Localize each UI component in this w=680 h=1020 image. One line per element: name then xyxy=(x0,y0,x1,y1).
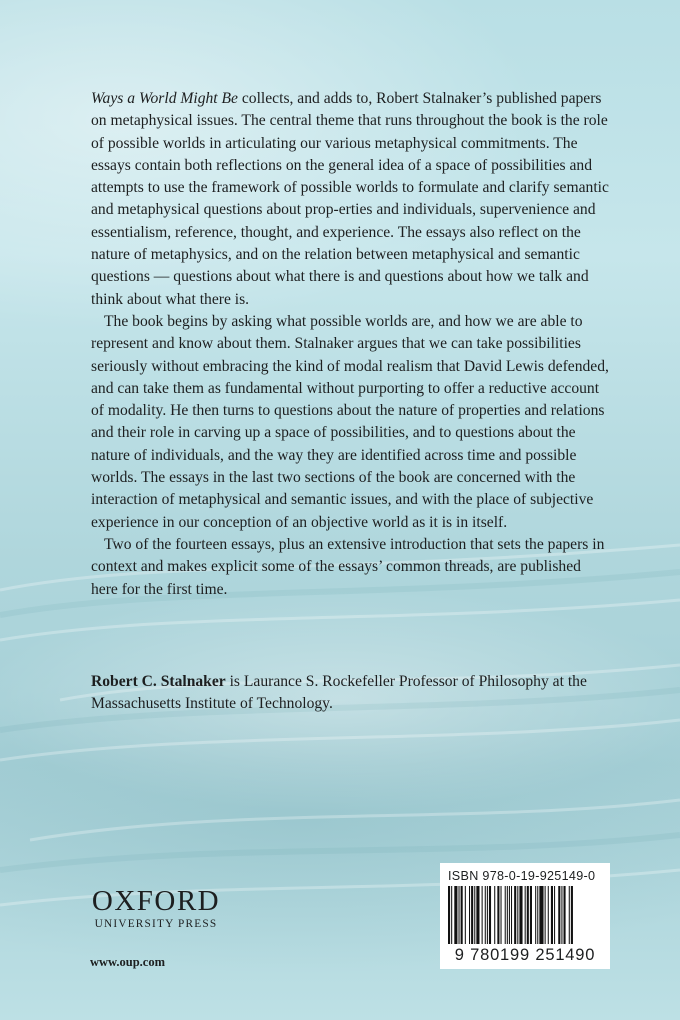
barcode-bar xyxy=(469,886,470,944)
barcode-bar xyxy=(517,886,518,944)
barcode-bar xyxy=(548,886,549,944)
barcode-bar xyxy=(465,886,466,944)
barcode-bar xyxy=(507,886,508,944)
barcode-bar xyxy=(519,886,522,944)
barcode-bars xyxy=(446,886,604,946)
publisher-name: OXFORD xyxy=(91,885,221,917)
barcode-bar xyxy=(448,886,450,944)
barcode-bar xyxy=(527,886,529,944)
barcode-bar xyxy=(476,886,479,944)
barcode-bar xyxy=(451,886,452,944)
publisher-press: UNIVERSITY PRESS xyxy=(94,918,218,930)
author-bio xyxy=(91,671,611,716)
publisher-logo xyxy=(90,886,222,931)
description-paragraph-2: The book begins by asking what possible worlds are, and how we are able to represent and know about them. Stalnaker argues that we can take possibilities seriously without embracing the kind of modal realism that David Lewis defended, and can take them as fundamental without purporting to offer a reductive account of modality. He then turns to questions about the nature of properties and relations and their role in carving up a space of possibilities, and to questions about the nature of individuals, and the way they are identified across time and possible worlds. The essays in the last two sections of the book are concerned with the interaction of metaphysical and semantic issues, and with the place of subjective experience in our conception of an objective world as it is in itself. xyxy=(91,312,609,531)
barcode-bar xyxy=(569,886,570,944)
barcode-bar xyxy=(497,886,499,944)
barcode-bar xyxy=(454,886,457,944)
barcode-bar xyxy=(494,886,495,944)
barcode-bar xyxy=(482,886,483,944)
barcode-digits: 9 780199 251490 xyxy=(454,946,596,964)
barcode-bar xyxy=(561,886,562,944)
author-bio-text: is Laurance S. Rockefeller Professor of Philosophy at the Massachusetts Institute of Technology. xyxy=(91,673,587,713)
description-paragraph-1 xyxy=(91,88,611,311)
barcode-bar xyxy=(511,886,512,944)
barcode-bar xyxy=(459,886,460,944)
barcode-bar xyxy=(525,886,526,944)
barcode-bar xyxy=(487,886,488,944)
barcode-bar xyxy=(571,886,573,944)
barcode-bar xyxy=(485,886,486,944)
description-paragraph-3: Two of the fourteen essays, plus an extensive introduction that sets the papers in context and makes explicit some of the essays’ common threads, are published here for the first time. xyxy=(91,535,605,598)
publisher-url: www.oup.com xyxy=(90,955,166,969)
barcode-bar xyxy=(554,886,555,944)
description-paragraph-1-text: collects, and adds to, Robert Stalnaker’s published papers on metaphysical issues. The central theme that runs throughout the book is the role of possible worlds in articulating our various metaphysical commitments. The essays contain both reflections on the general idea of a space of possibilities and attempts to use the framework of possible worlds to formulate and clarify semantic and metaphysical questions about prop-erties and individuals, supervenience and essentialism, reference, thought, and experience. The essays also reflect on the nature of metaphysics, and on the relation between metaphysical and semantic questions — questions about what there is and questions about how we talk and think about what there is. xyxy=(91,90,609,308)
barcode-bar xyxy=(564,886,566,944)
barcode-bar xyxy=(501,886,502,944)
description-blurb xyxy=(91,88,611,601)
barcode-bar xyxy=(551,886,553,944)
barcode-bar xyxy=(505,886,506,944)
barcode-bar xyxy=(461,886,463,944)
barcode-bar xyxy=(545,886,546,944)
barcode-bar xyxy=(535,886,536,944)
isbn-label: ISBN 978-0-19-925149-0 xyxy=(448,869,596,883)
isbn-barcode xyxy=(440,863,610,969)
barcode-bar xyxy=(539,886,543,944)
barcode-bar xyxy=(474,886,475,944)
barcode-bar xyxy=(509,886,510,944)
barcode-bar xyxy=(530,886,532,944)
barcode-bar xyxy=(537,886,538,944)
book-title: Ways a World Might Be xyxy=(91,90,238,107)
barcode-bar xyxy=(558,886,560,944)
barcode-bar xyxy=(489,886,491,944)
author-name: Robert C. Stalnaker xyxy=(91,673,226,690)
barcode-bar xyxy=(471,886,473,944)
barcode-bar xyxy=(514,886,516,944)
